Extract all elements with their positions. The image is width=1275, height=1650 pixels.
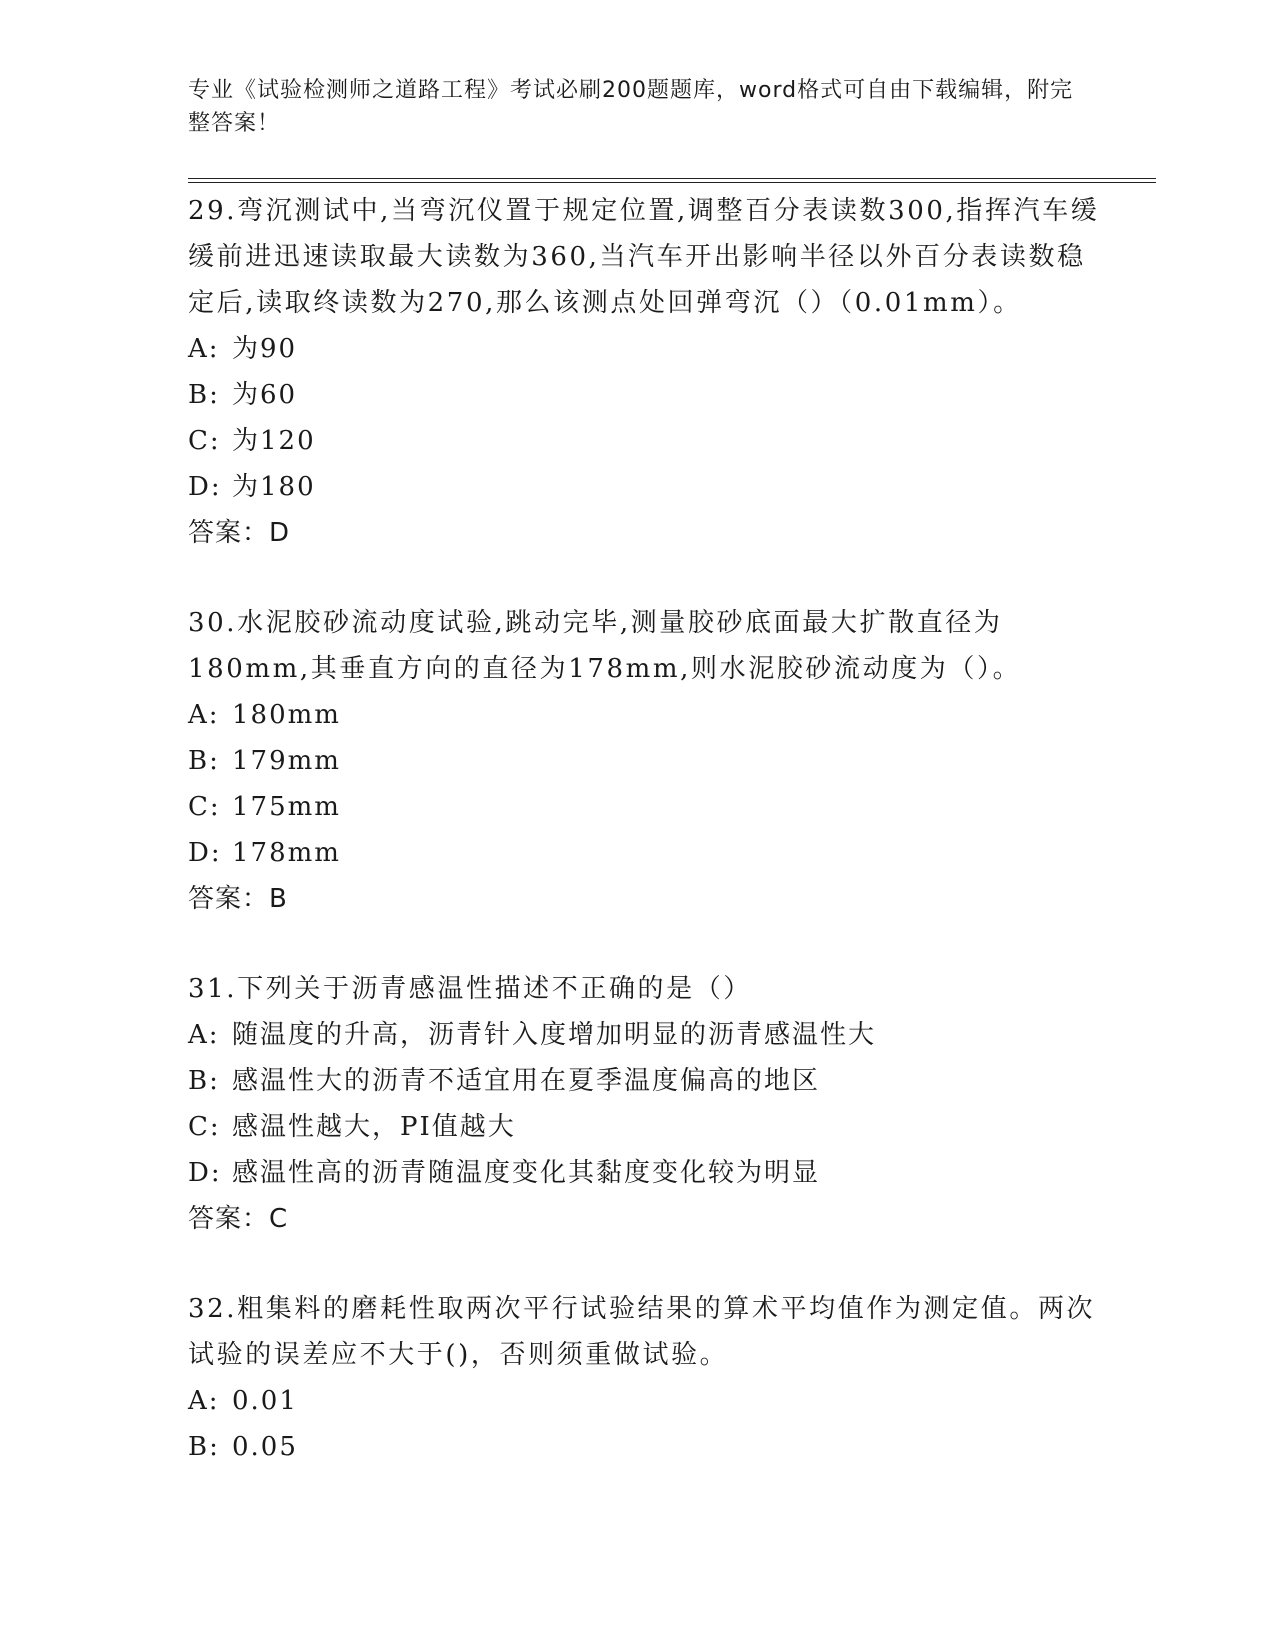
option-key: D: (188, 1158, 222, 1188)
option-b (188, 372, 1108, 418)
question-spacer (188, 1242, 1108, 1286)
option-a (188, 326, 1108, 372)
option-key: A: (188, 1020, 220, 1050)
option-text: 感温性大的沥青不适宜用在夏季温度偏高的地区 (232, 1066, 821, 1096)
option-d (188, 830, 1108, 876)
document-header: 专业《试验检测师之道路工程》考试必刷200题题库，word格式可自由下载编辑，附完整答案！ (188, 78, 1074, 136)
option-text: 为60 (232, 380, 298, 410)
option-c (188, 784, 1108, 830)
question-spacer (188, 556, 1108, 600)
option-text: 为180 (232, 472, 316, 502)
option-key: C: (188, 426, 221, 456)
question-text: 29.弯沉测试中,当弯沉仪置于规定位置,调整百分表读数300,指挥汽车缓缓前进迅速读取最大读数为360,当汽车开出影响半径以外百分表读数稳定后,读取终读数为270,那么该测点处回弹弯沉（）（0.01mm）。 (188, 196, 1100, 318)
option-key: B: (188, 1066, 220, 1096)
option-text: 180mm (232, 700, 341, 730)
answer-label: 答案：C (188, 1204, 289, 1234)
option-text: 为90 (232, 334, 298, 364)
option-a (188, 692, 1108, 738)
option-b (188, 1424, 1108, 1470)
option-text: 178mm (232, 838, 341, 868)
option-c (188, 1104, 1108, 1150)
option-key: A: (188, 334, 220, 364)
option-key: C: (188, 1112, 221, 1142)
question-30 (188, 600, 1108, 922)
option-text: 感温性高的沥青随温度变化其黏度变化较为明显 (232, 1158, 821, 1188)
option-key: D: (188, 838, 222, 868)
header-divider (188, 178, 1156, 183)
answer-label: 答案：D (188, 518, 291, 548)
option-text: 179mm (232, 746, 341, 776)
question-29 (188, 188, 1108, 556)
option-key: B: (188, 746, 220, 776)
question-32 (188, 1286, 1108, 1470)
question-text: 31.下列关于沥青感温性描述不正确的是（） (188, 974, 752, 1004)
option-text: 0.01 (232, 1386, 298, 1416)
option-key: A: (188, 1386, 220, 1416)
option-text: 为120 (232, 426, 316, 456)
option-a (188, 1378, 1108, 1424)
answer-label: 答案：B (188, 884, 288, 914)
option-key: D: (188, 472, 222, 502)
option-text: 175mm (232, 792, 341, 822)
option-b (188, 1058, 1108, 1104)
question-spacer (188, 922, 1108, 966)
option-b (188, 738, 1108, 784)
question-31 (188, 966, 1108, 1242)
question-list (188, 188, 1108, 1470)
question-text: 32.粗集料的磨耗性取两次平行试验结果的算术平均值作为测定值。两次试验的误差应不大于()，否则须重做试验。 (188, 1294, 1096, 1370)
option-key: A: (188, 700, 220, 730)
option-d (188, 464, 1108, 510)
option-a (188, 1012, 1108, 1058)
option-key: B: (188, 380, 220, 410)
option-key: C: (188, 792, 221, 822)
option-text: 0.05 (232, 1432, 298, 1462)
option-key: B: (188, 1432, 220, 1462)
option-d (188, 1150, 1108, 1196)
option-text: 随温度的升高，沥青针入度增加明显的沥青感温性大 (232, 1020, 877, 1050)
question-text: 30.水泥胶砂流动度试验,跳动完毕,测量胶砂底面最大扩散直径为180mm,其垂直方向的直径为178mm,则水泥胶砂流动度为（）。 (188, 608, 1022, 684)
option-c (188, 418, 1108, 464)
option-text: 感温性越大，PI值越大 (232, 1112, 516, 1142)
